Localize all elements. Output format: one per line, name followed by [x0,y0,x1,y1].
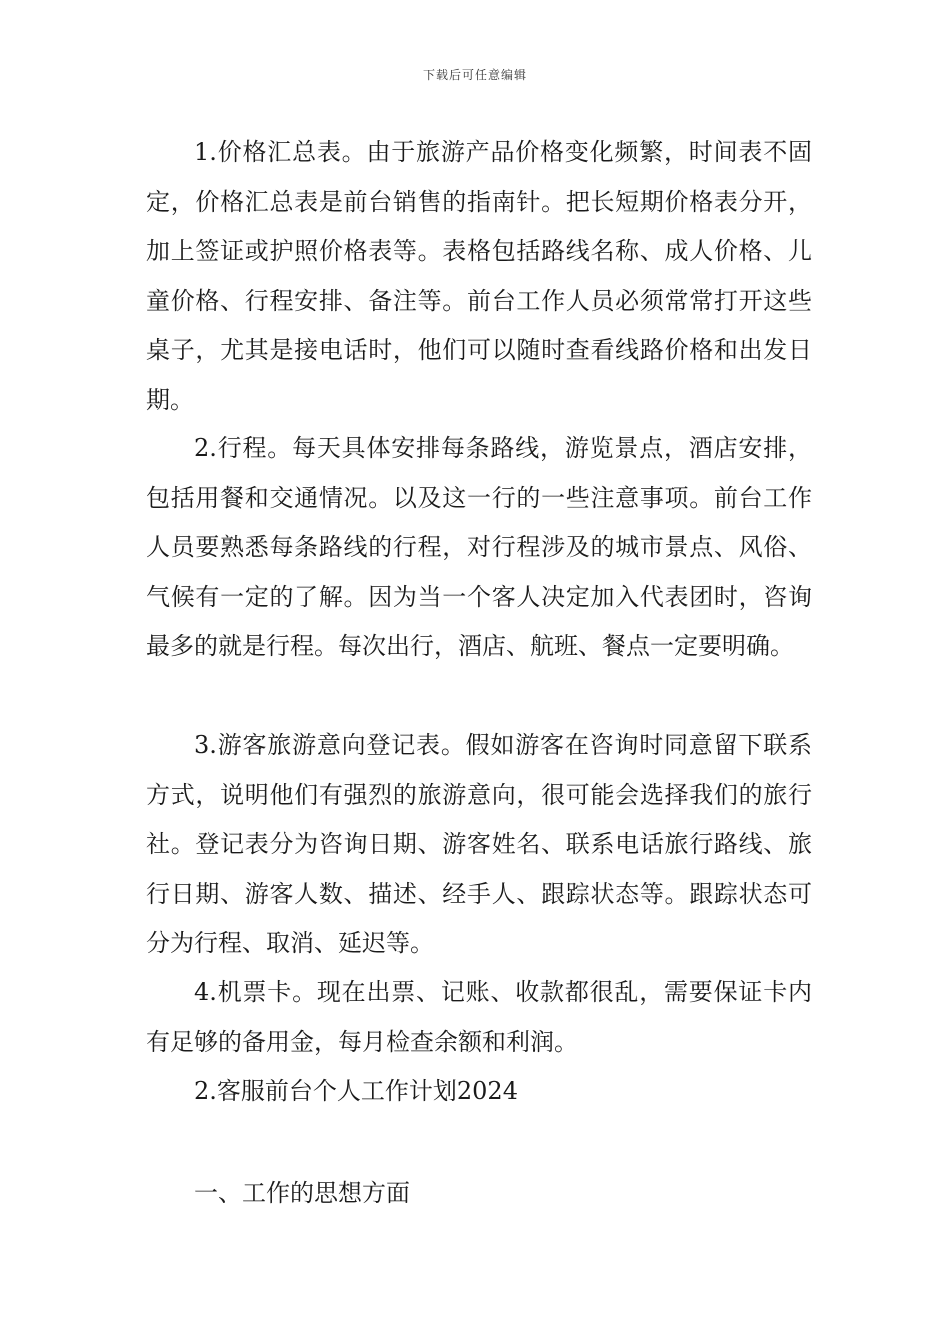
section-heading [146,1169,812,1219]
paragraph-itinerary [146,424,812,672]
paragraph-price-summary [146,128,812,425]
header-note: 下载后可任意编辑 [422,68,527,82]
paragraph-text: 3.游客旅游意向登记表。假如游客在咨询时同意留下联系方式，说明他们有强烈的旅游意向，很可能会选择我们的旅行社。登记表分为咨询日期、游客姓名、联系电话旅行路线、旅行日期、游客人数、描述、经手人、跟踪状态等。跟踪状态可分为行程、取消、延迟等。 [146,731,812,957]
section-heading-text: 一、工作的思想方面 [194,1179,410,1207]
paragraph-ticket-card [146,968,812,1067]
paragraph-text: 1.价格汇总表。由于旅游产品价格变化频繁，时间表不固定，价格汇总表是前台销售的指南针。把长短期价格表分开，加上签证或护照价格表等。表格包括路线名称、成人价格、儿童价格、行程安排、备注等。前台工作人员必须常常打开这些桌子，尤其是接电话时，他们可以随时查看线路价格和出发日期。 [146,138,812,414]
paragraph-text: 4.机票卡。现在出票、记账、收款都很乱，需要保证卡内有足够的备用金，每月检查余额和利润。 [146,978,812,1056]
paragraph-text: 2.客服前台个人工作计划2024 [194,1077,518,1105]
paragraph-plan-title [146,1067,812,1117]
paragraph-registration-form [146,721,812,969]
paragraph-text: 2.行程。每天具体安排每条路线，游览景点，酒店安排，包括用餐和交通情况。以及这一行的一些注意事项。前台工作人员要熟悉每条路线的行程，对行程涉及的城市景点、风俗、气候有一定的了解。因为当一个客人决定加入代表团时，咨询最多的就是行程。每次出行，酒店、航班、餐点一定要明确。 [146,434,812,660]
